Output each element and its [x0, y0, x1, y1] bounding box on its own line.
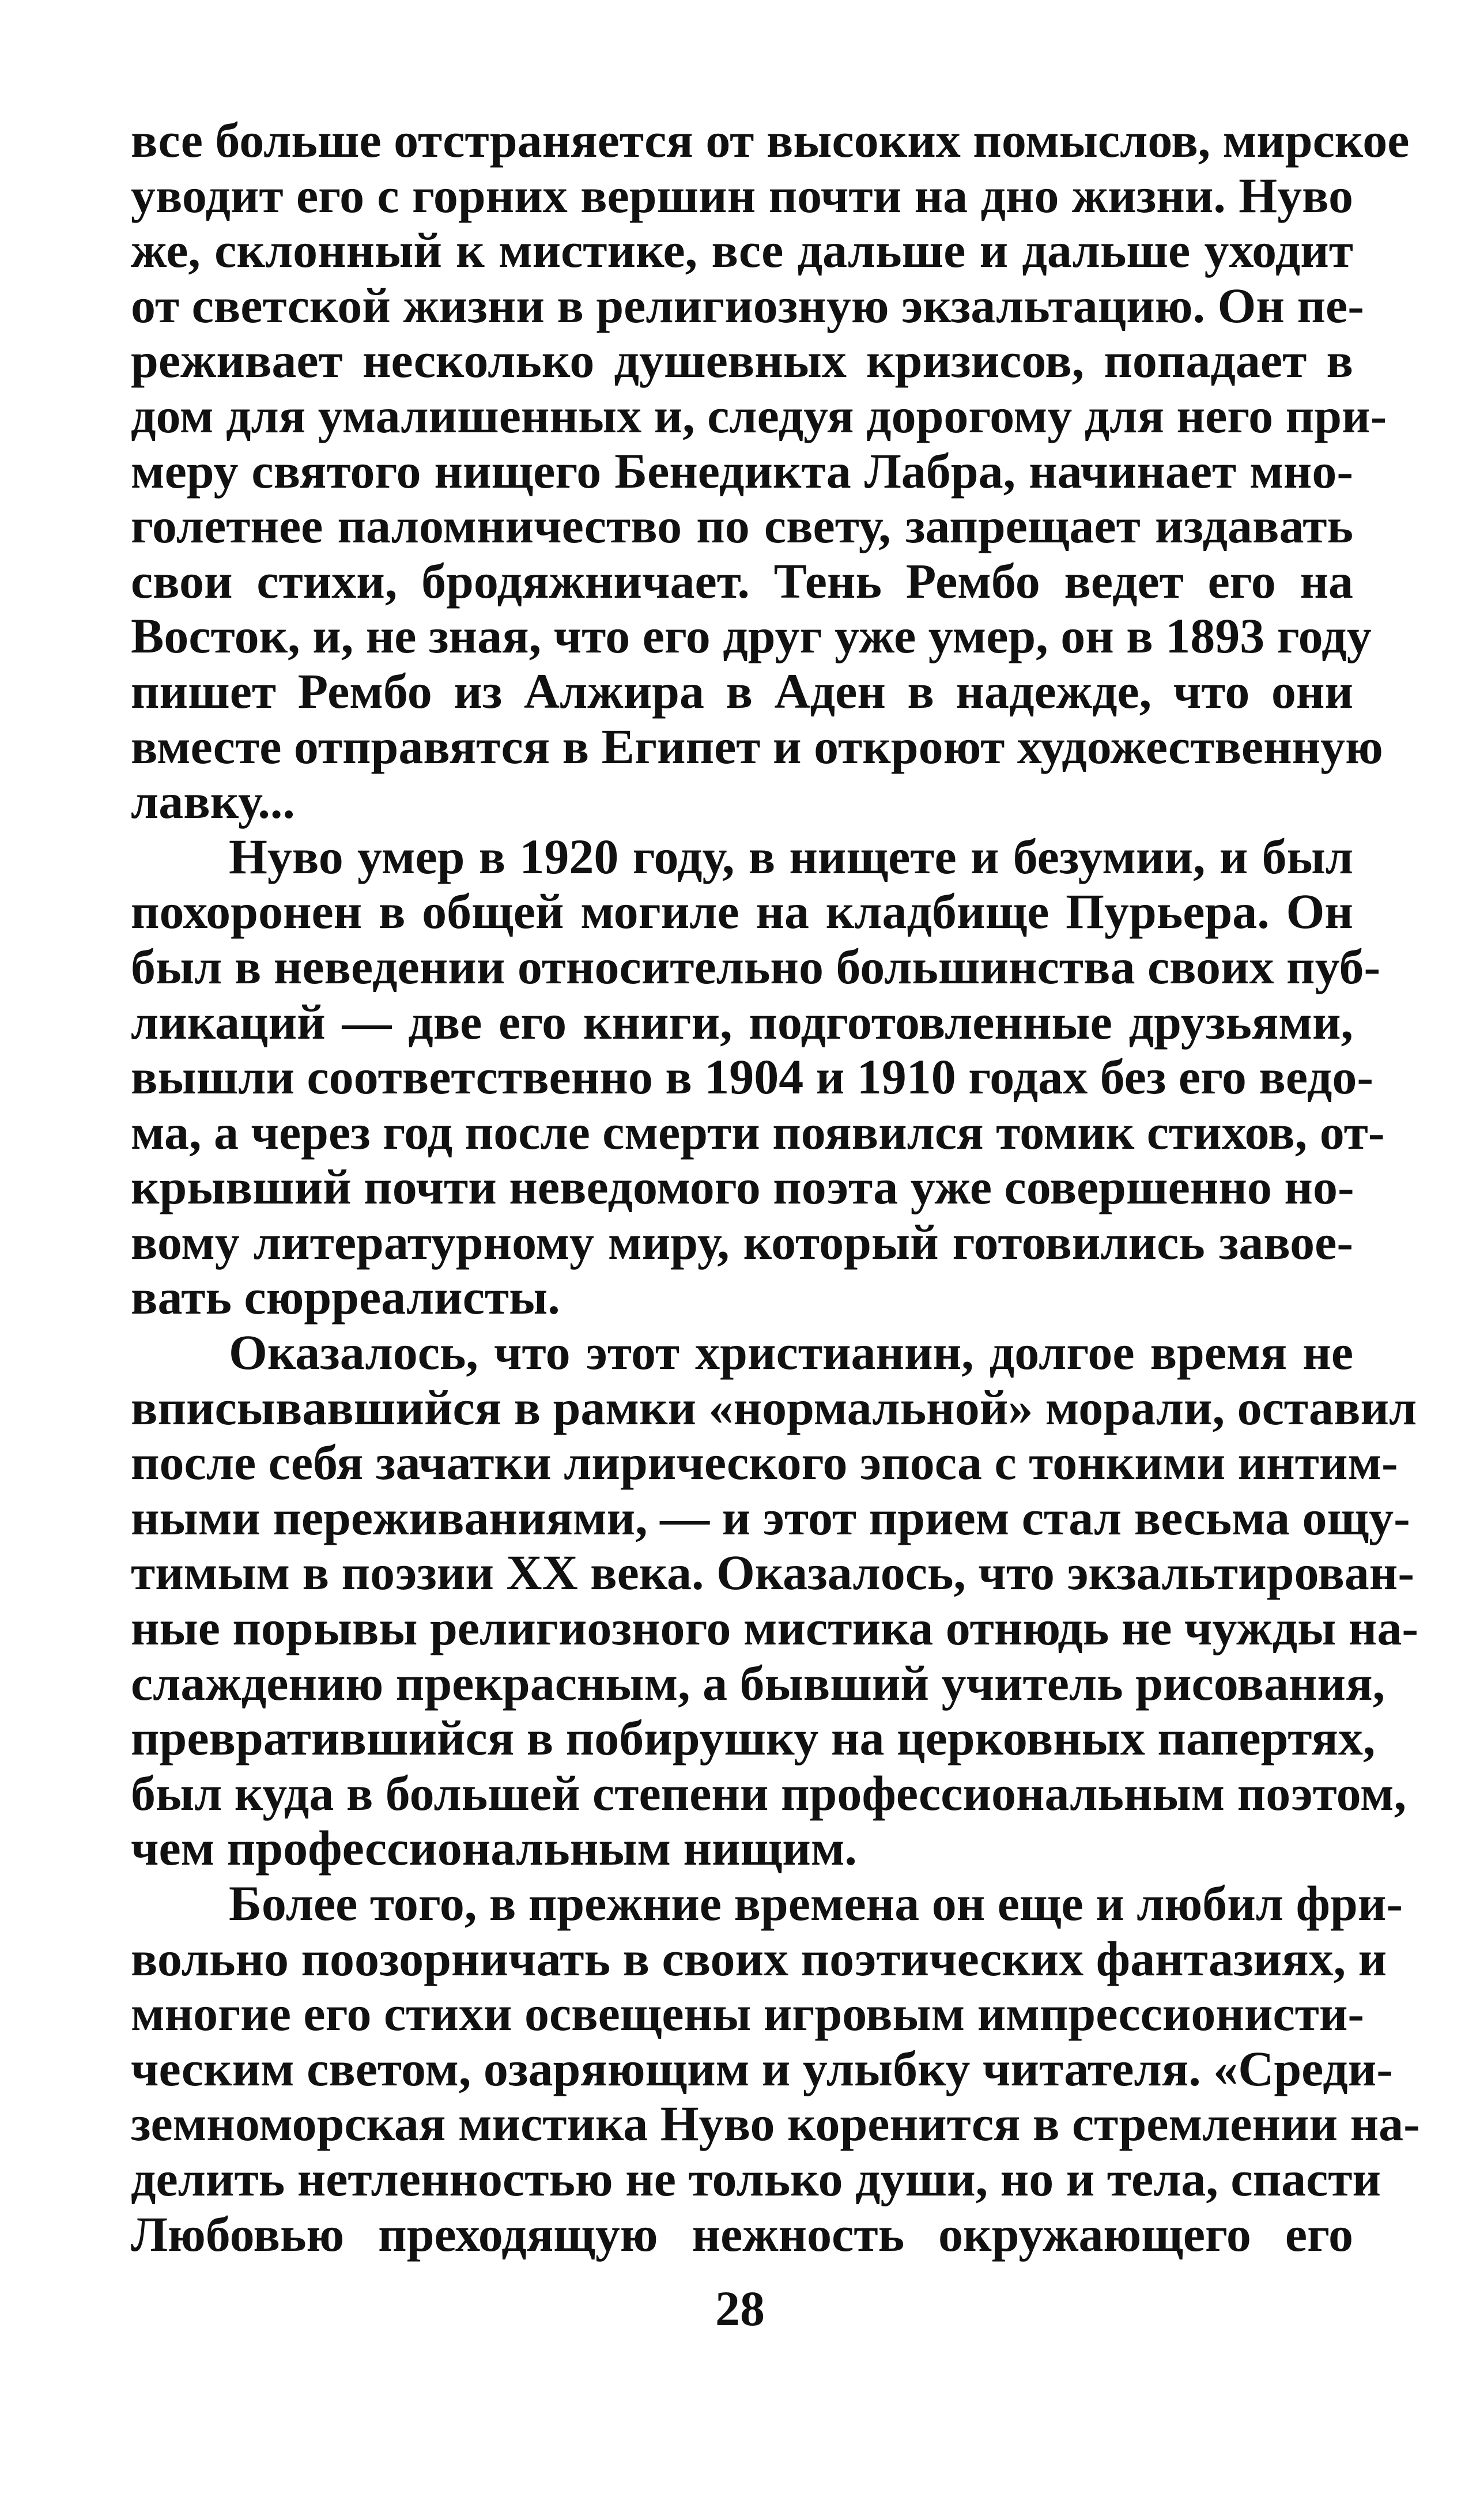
- text-line: вать сюрреалисты.: [131, 1269, 560, 1325]
- text-line: дом для умалишенных и, следуя дорогому для него при-: [131, 387, 1387, 443]
- text-line: земноморская мистика Нуво коренится в стремлении на-: [131, 2096, 1420, 2152]
- text-line: ческим светом, озаряющим и улыбку читателя. «Среди-: [131, 2040, 1393, 2096]
- text-line: реживает несколько душевных кризисов, попадает в: [131, 333, 1353, 388]
- text-line: вместе отправятся в Египет и откроют художественную: [131, 718, 1383, 774]
- text-line: ликаций — две его книги, подготовленные друзьями,: [131, 994, 1353, 1050]
- text-line: чем профессиональным нищим.: [131, 1820, 857, 1876]
- page-number: 28: [715, 2281, 765, 2336]
- text-line: ма, а через год после смерти появился томик стихов, от-: [131, 1104, 1385, 1160]
- text-line: Более того, в прежние времена он еще и любил фри-: [229, 1876, 1403, 1931]
- text-line: свои стихи, бродяжничает. Тень Рембо ведет его на: [131, 553, 1353, 609]
- text-line: похоронен в общей могиле на кладбище Пурьера. Он: [131, 884, 1353, 940]
- text-line: Нуво умер в 1920 году, в нищете и безумии, и был: [229, 828, 1353, 884]
- text-line: тимым в поэзии XX века. Оказалось, что экзальтирован-: [131, 1545, 1414, 1601]
- text-line: ные порывы религиозного мистика отнюдь не чужды на-: [131, 1600, 1418, 1656]
- text-line: Оказалось, что этот христианин, долгое время не: [229, 1325, 1353, 1380]
- text-line: вышли соответственно в 1904 и 1910 годах без его ведо-: [131, 1049, 1374, 1105]
- text-line: все больше отстраняется от высоких помыслов, мирское: [131, 112, 1410, 168]
- text-line: меру святого нищего Бенедикта Лабра, начинает мно-: [131, 443, 1353, 499]
- text-line: лавку...: [131, 774, 295, 829]
- text-line: Восток, и, не зная, что его друг уже умер, он в 1893 году: [131, 608, 1372, 664]
- text-line: Любовью преходящую нежность окружающего его: [131, 2206, 1353, 2262]
- text-line: многие его стихи освещены игровым импрессионисти-: [131, 1986, 1365, 2042]
- text-line: уводит его с горних вершин почти на дно жизни. Нуво: [131, 167, 1353, 223]
- text-line: пишет Рембо из Алжира в Аден в надежде, что они: [131, 663, 1353, 719]
- text-line: ными переживаниями, — и этот прием стал весьма ощу-: [131, 1489, 1410, 1545]
- text-line: после себя зачатки лирического эпоса с тонкими интим-: [131, 1435, 1398, 1491]
- text-line: был куда в большей степени профессиональным поэтом,: [131, 1765, 1407, 1821]
- text-line: превратившийся в побирушку на церковных папертях,: [131, 1710, 1376, 1766]
- text-line: голетнее паломничество по свету, запрещает издавать: [131, 498, 1353, 554]
- text-line: делить нетленностью не только души, но и тела, спасти: [131, 2151, 1381, 2206]
- text-line: же, склонный к мистике, все дальше и дальше уходит: [131, 222, 1353, 278]
- text-line: слаждению прекрасным, а бывший учитель рисования,: [131, 1655, 1385, 1711]
- body-text: [131, 112, 1420, 2262]
- text-line: от светской жизни в религиозную экзальтацию. Он пе-: [131, 277, 1364, 333]
- text-line: вписывавшийся в рамки «нормальной» морали, оставил: [131, 1379, 1417, 1435]
- text-line: вому литературному миру, который готовились завое-: [131, 1214, 1353, 1270]
- text-line: крывший почти неведомого поэта уже совершенно но-: [131, 1159, 1354, 1215]
- text-line: вольно поозорничать в своих поэтических фантазиях, и: [131, 1930, 1387, 1986]
- text-line: был в неведении относительно большинства своих пуб-: [131, 938, 1381, 994]
